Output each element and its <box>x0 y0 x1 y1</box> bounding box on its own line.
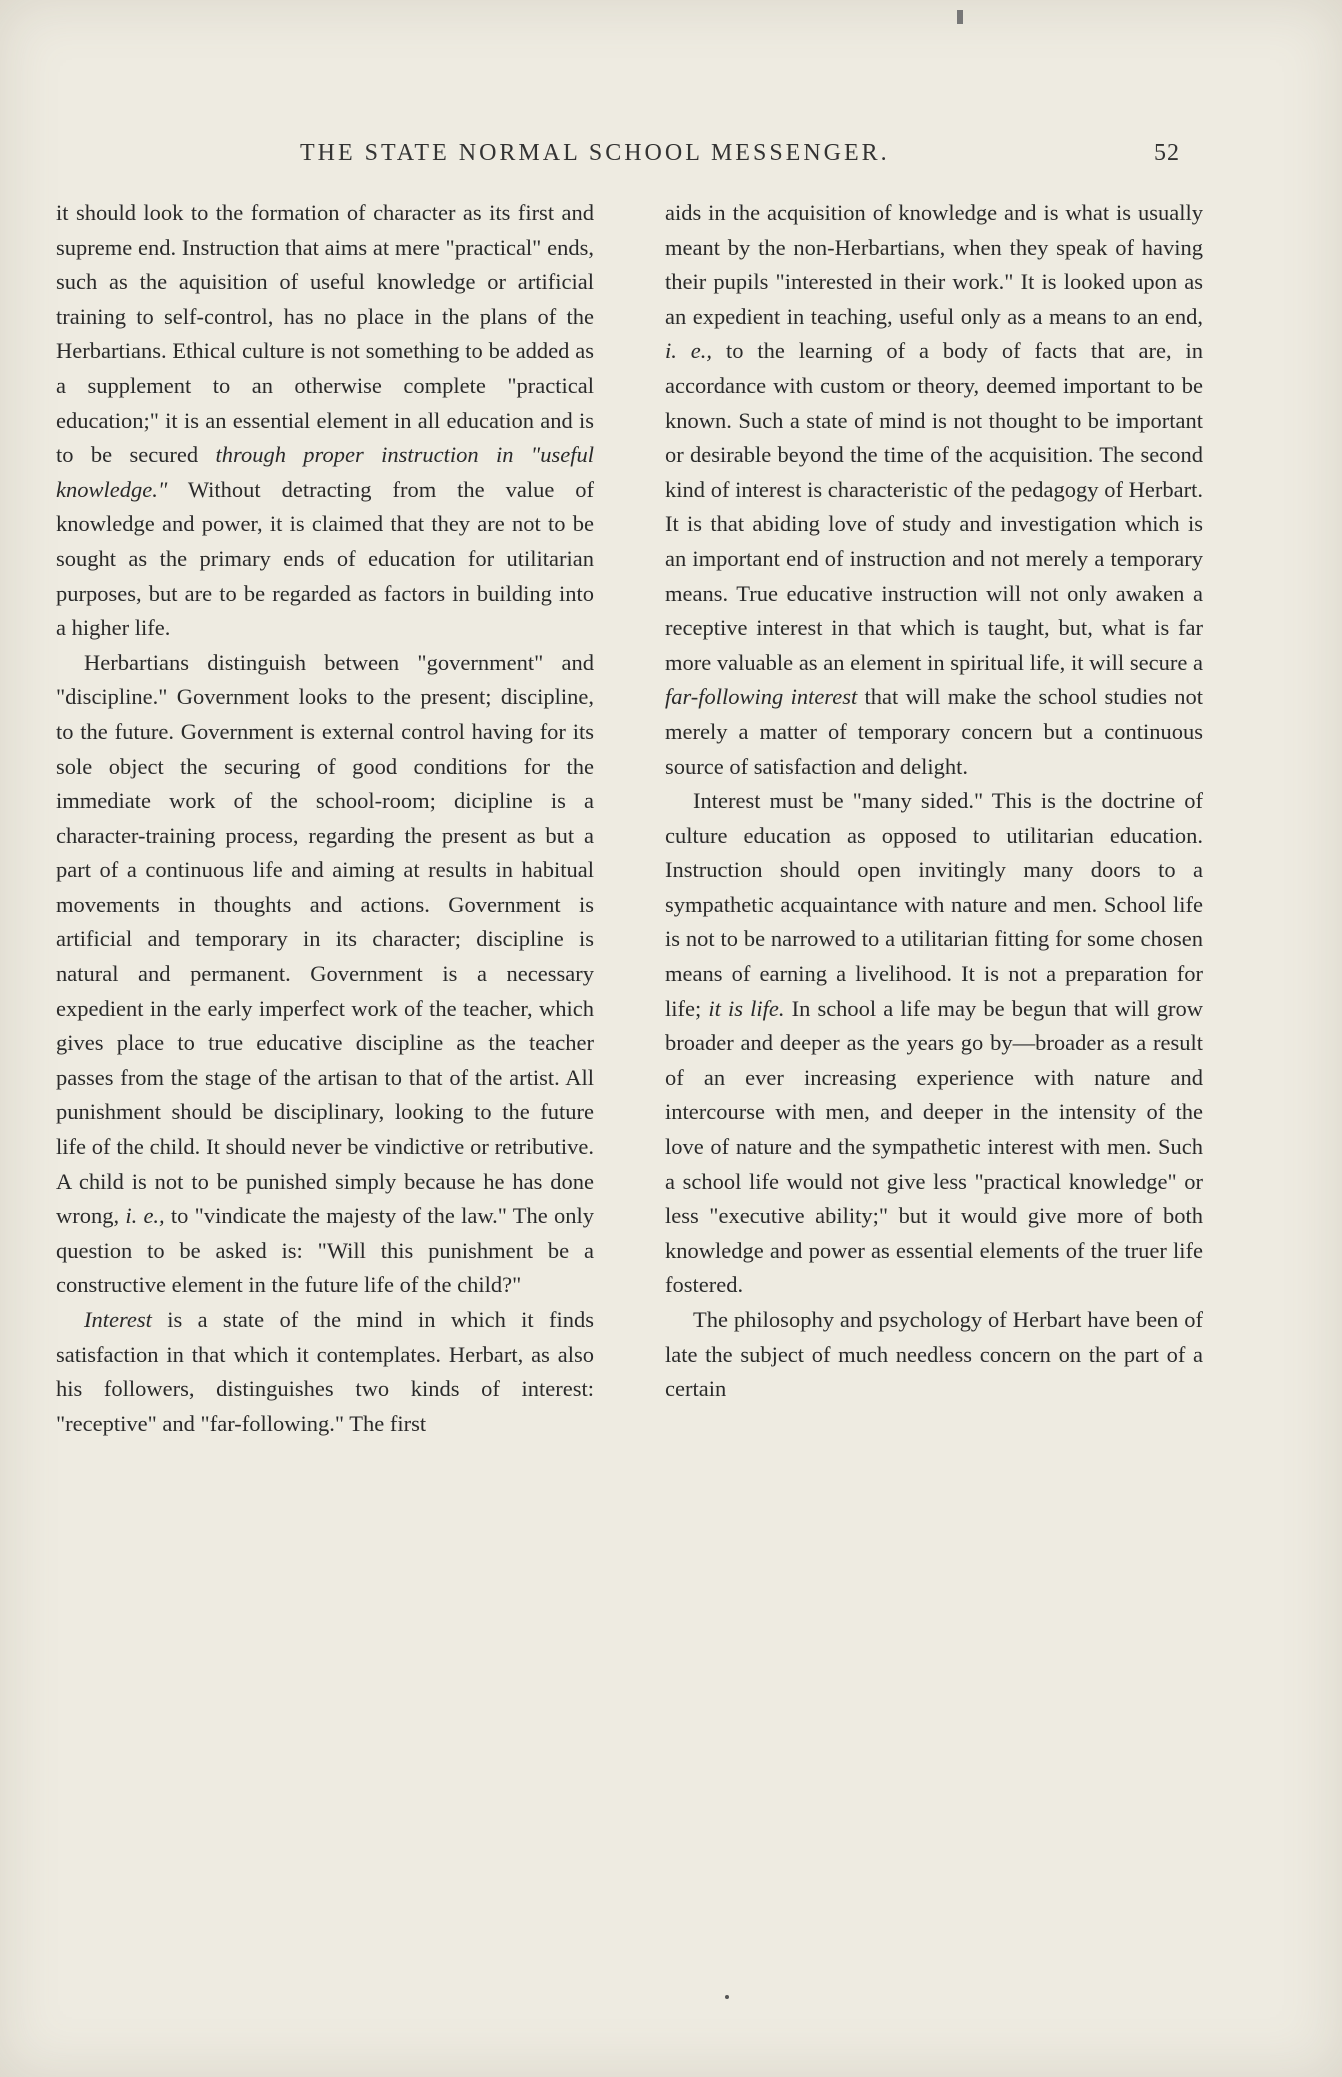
paragraph: Interest must be "many sided." This is the doctrine of culture education as opposed to utilitarian education. Instruction should open invitingly many doors to a sympathetic acquaintance with nature and men. School life is not to be narrowed to a utilitarian fitting for some chosen means of earning a livelihood. It is not a preparation for life; it is life. In school a life may be begun that will grow broader and deeper as the years go by—broader as a result of an ever increasing experience with nature and intercourse with men, and deeper in the intensity of the love of nature and the sympathetic interest with men. Such a school life would not give less "practical knowledge" or less "executive ability;" but it would give more of both knowledge and power as essential elements of the truer life fostered. <box>665 788 1204 1298</box>
paragraph: Interest is a state of the mind in which it finds satisfaction in that which it contemplates. Herbart, as also his followers, distinguishes two kinds of interest: "receptive" and "far-following." The first <box>56 1307 594 1436</box>
journal-title: THE STATE NORMAL SCHOOL MESSENGER. <box>300 140 890 166</box>
left-column <box>56 196 594 1441</box>
paragraph: The philosophy and psychology of Herbart have been of late the subject of much needless concern on the part of a certain <box>665 1307 1203 1402</box>
running-header <box>300 140 1180 167</box>
paragraph: it should look to the formation of character as its first and supreme end. Instruction that aims at mere "practical" ends, such as the aquisition of useful knowledge or artificial training to self-control, has no place in the plans of the Herbartians. Ethical culture is not something to be added as a supplement to an otherwise complete "practical education;" it is an essential element in all education and is to be secured through proper instruction in "useful knowledge." Without detracting from the value of knowledge and power, it is claimed that they are not to be sought as the primary ends of education for utilitarian purposes, but are to be regarded as factors in building into a higher life. <box>56 200 594 641</box>
right-column <box>665 196 1203 1407</box>
ink-dot <box>725 1995 729 1999</box>
paragraph: aids in the acquisition of knowledge and is what is usually meant by the non-Herbartians, when they speak of having their pupils "interested in their work." It is looked upon as an expedient in teaching, useful only as a means to an end, i. e., to the learning of a body of facts that are, in accordance with custom or theory, deemed important to be known. Such a state of mind is not thought to be important or desirable beyond the time of the acquisition. The second kind of interest is characteristic of the pedagogy of Herbart. It is that abiding love of study and investigation which is an important end of instruction and not merely a temporary means. True educative instruction will not only awaken a receptive interest in that which is taught, but, what is far more valuable as an element in spiritual life, it will secure a far-following interest that will make the school studies not merely a matter of temporary concern but a continuous source of satisfaction and delight. <box>665 200 1204 779</box>
paragraph: Herbartians distinguish between "government" and "discipline." Government looks to the present; discipline, to the future. Government is external control having for its sole object the securing of good conditions for the immediate work of the school-room; dicipline is a character-training process, regarding the present as but a part of a continuous life and aiming at results in habitual movements in thoughts and actions. Government is artificial and temporary in its character; discipline is natural and permanent. Government is a necessary expedient in the early imperfect work of the teacher, which gives place to true educative discipline as the teacher passes from the stage of the artisan to that of the artist. All punishment should be disciplinary, looking to the future life of the child. It should never be vindictive or retributive. A child is not to be punished simply because he has done wrong, i. e., to "vindicate the majesty of the law." The only question to be asked is: "Will this punishment be a constructive element in the future life of the child?" <box>56 649 594 1298</box>
page-number: 52 <box>1154 140 1180 166</box>
scan-mark <box>957 10 963 24</box>
